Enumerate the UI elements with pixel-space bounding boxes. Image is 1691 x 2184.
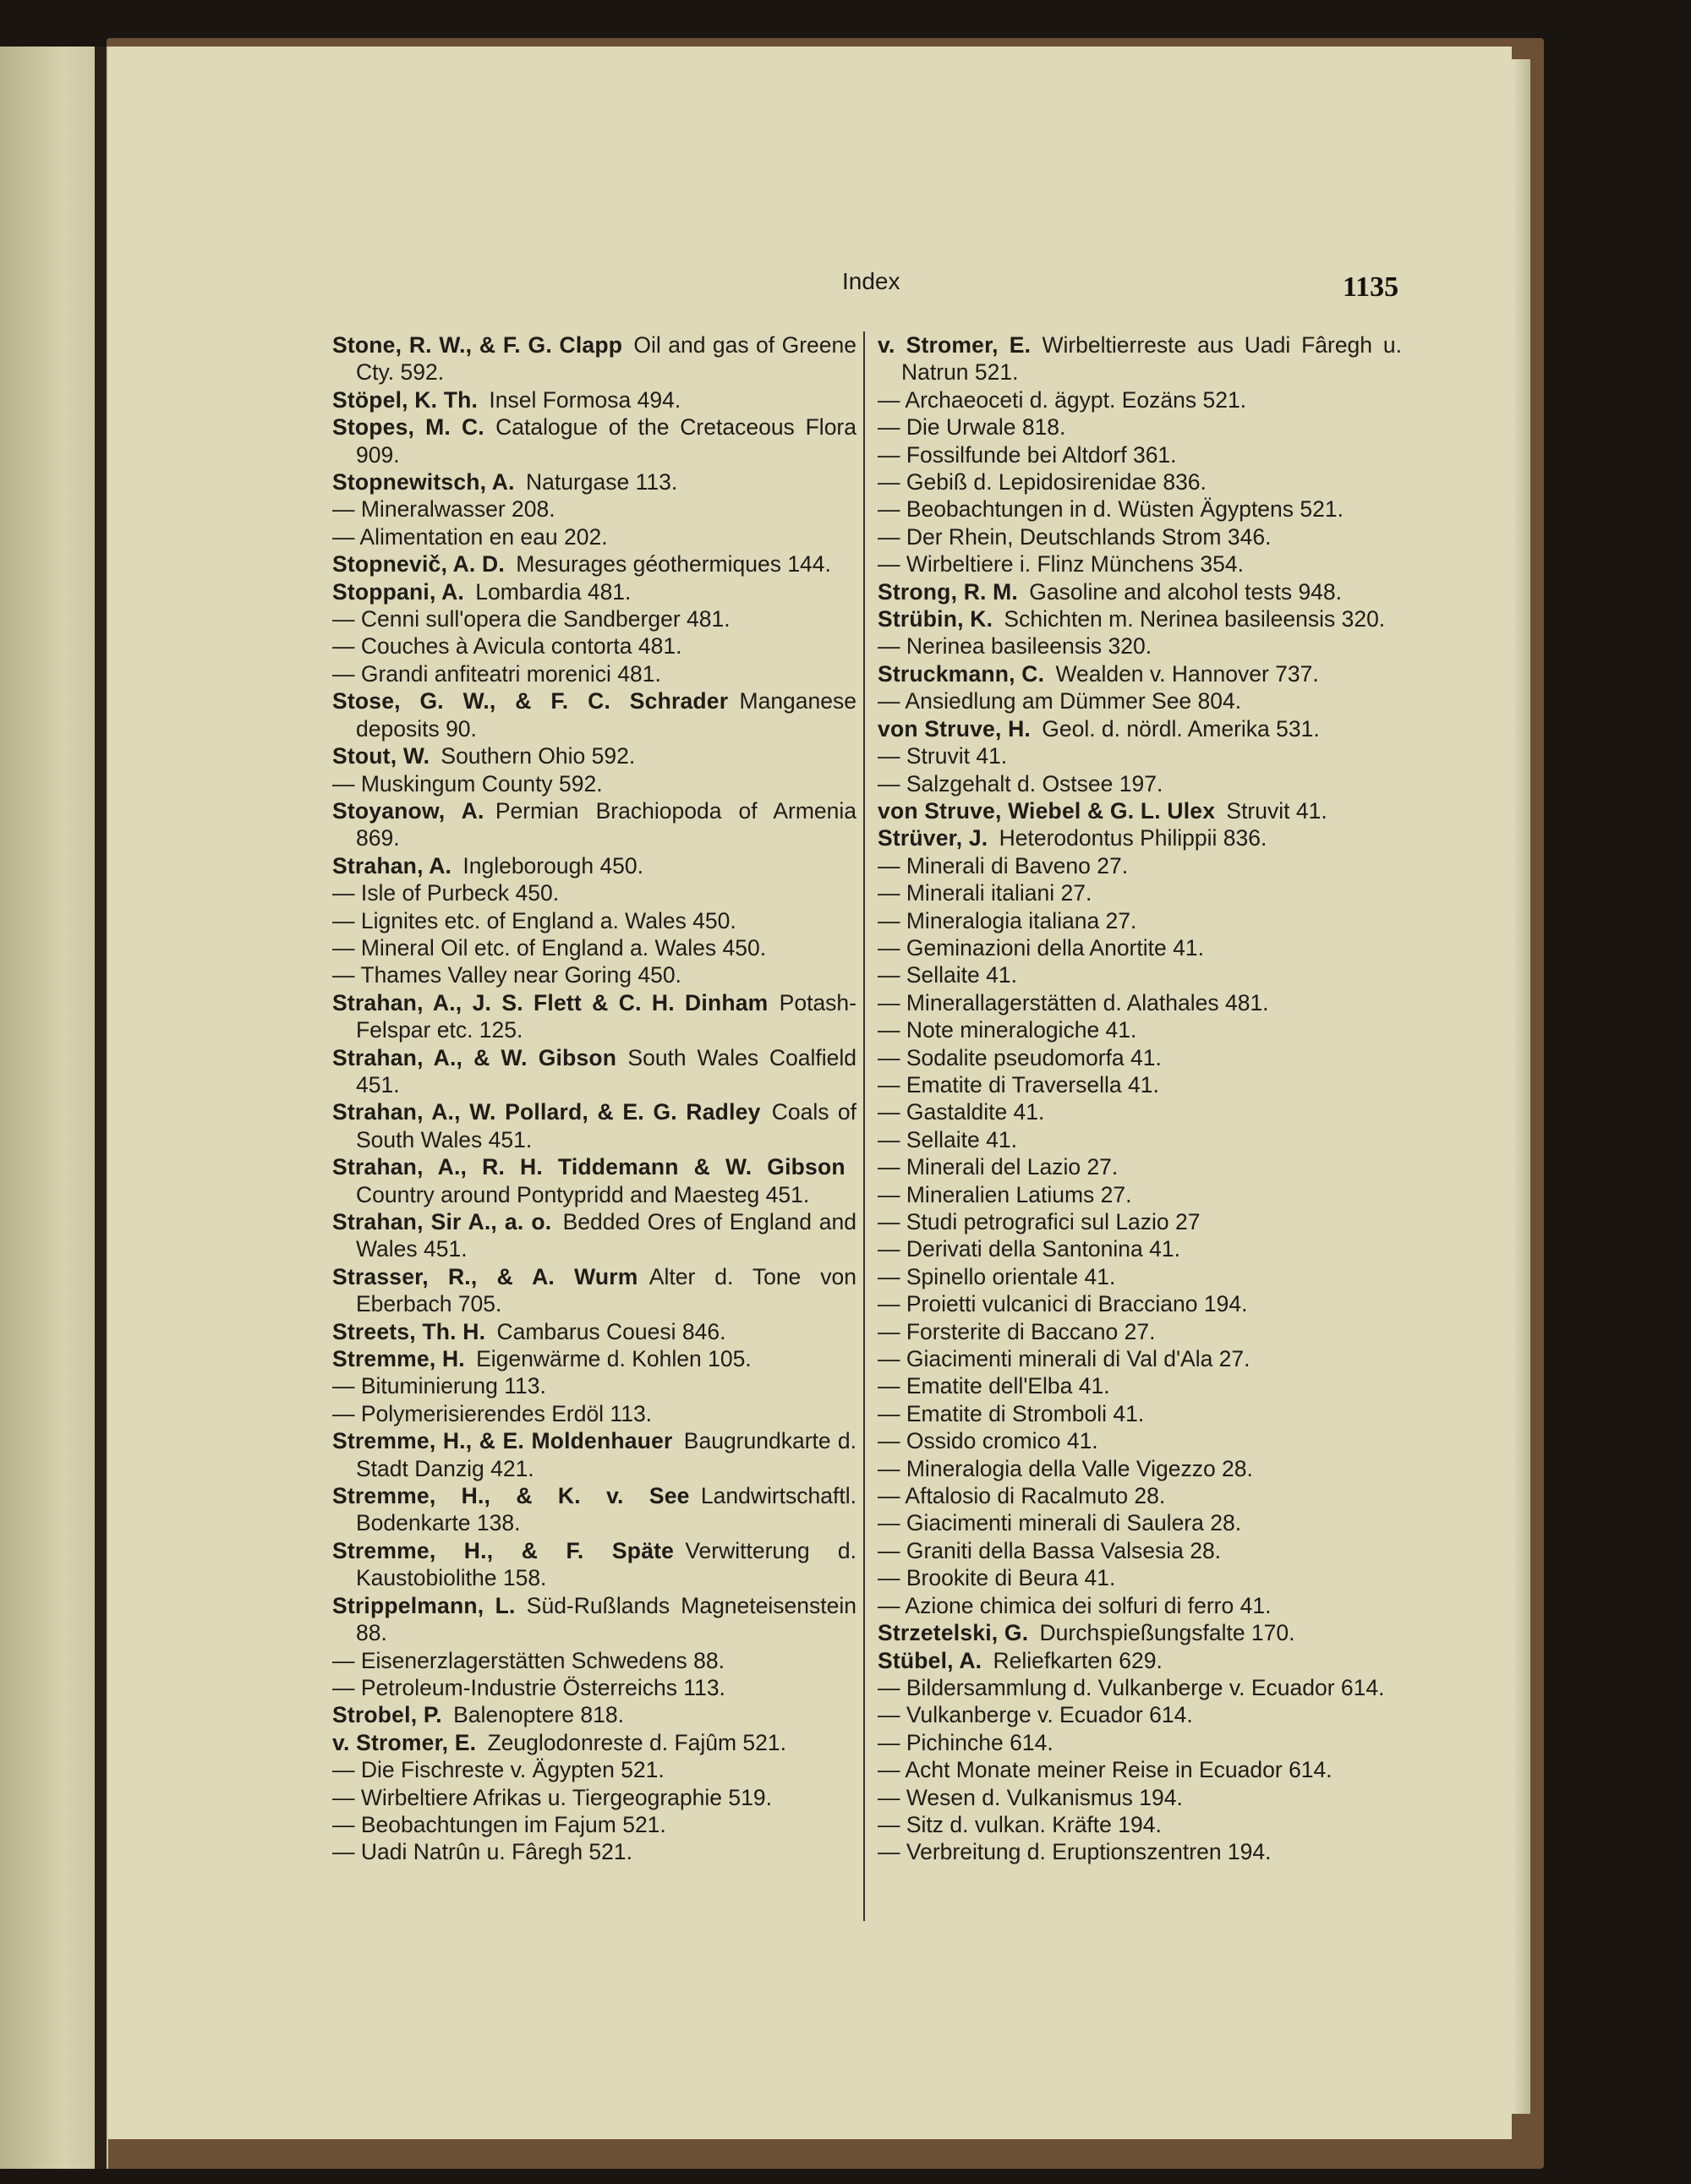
index-entry <box>878 1427 1402 1454</box>
index-entry <box>878 331 1402 386</box>
entry-title: — Verbreitung d. Eruptionszentren 194. <box>878 1839 1272 1865</box>
index-entry <box>878 1701 1402 1728</box>
entry-title: — Nerinea basileensis 320. <box>878 633 1152 660</box>
index-entry <box>332 742 856 769</box>
entry-title: Verwitterung d. Kaustobiolithe 158. <box>356 1537 856 1591</box>
entry-author: von Struve, Wiebel & G. L. Ulex <box>878 797 1216 824</box>
index-entry <box>878 523 1402 550</box>
index-entry <box>332 1427 856 1482</box>
index-entry <box>332 797 856 852</box>
entry-author: Stopnewitsch, A. <box>332 469 515 495</box>
index-entry <box>878 1784 1402 1811</box>
index-entry <box>878 1756 1402 1783</box>
book-page <box>108 47 1512 2139</box>
entry-title: — Aftalosio di Racalmuto 28. <box>878 1483 1166 1509</box>
entry-title: Reliefkarten 629. <box>993 1647 1163 1673</box>
index-entry <box>878 715 1402 742</box>
column-divider <box>863 331 865 1921</box>
entry-title: — Die Urwale 818. <box>878 414 1066 441</box>
index-entry <box>878 1235 1402 1262</box>
entry-author: Stöpel, K. Th. <box>332 386 479 413</box>
entry-title: Manganese deposits 90. <box>356 688 856 742</box>
index-entry <box>332 879 856 906</box>
entry-title: — Die Fischreste v. Ägypten 521. <box>332 1757 665 1783</box>
entry-title: — Minerali del Lazio 27. <box>878 1154 1119 1180</box>
entry-title: Cambarus Couesi 846. <box>496 1318 726 1344</box>
entry-title: — Brookite di Beura 41. <box>878 1565 1116 1591</box>
entry-title: Balenoptere 818. <box>453 1702 624 1728</box>
index-entry <box>878 770 1402 797</box>
index-entry <box>332 1153 856 1208</box>
entry-title: Permian Brachiopoda of Armenia 869. <box>356 797 856 851</box>
index-entry <box>332 1647 856 1674</box>
entry-title: — Forsterite di Baccano 27. <box>878 1318 1156 1344</box>
entry-title: — Couches à Avicula contorta 481. <box>332 633 682 660</box>
entry-author: Streets, Th. H. <box>332 1318 486 1344</box>
index-entry <box>878 1564 1402 1591</box>
entry-title: Southern Ohio 592. <box>441 743 636 769</box>
entry-title: — Fossilfunde bei Altdorf 361. <box>878 441 1177 468</box>
entry-title: — Mineralien Latiums 27. <box>878 1181 1132 1207</box>
entry-title: — Mineralogia italiana 27. <box>878 907 1137 933</box>
entry-title: Süd-Rußlands Magneteisenstein 88. <box>356 1592 856 1646</box>
index-entry <box>332 1482 856 1537</box>
entry-title: — Struvit 41. <box>878 743 1008 769</box>
entry-title: Lombardia 481. <box>475 578 632 605</box>
entry-title: — Minerali italiani 27. <box>878 880 1092 906</box>
entry-title: — Minerali di Baveno 27. <box>878 852 1129 879</box>
index-entry <box>332 1701 856 1728</box>
index-entry <box>332 1098 856 1153</box>
entry-title: — Sellaite 41. <box>878 962 1017 988</box>
entry-title: — Giacimenti minerali di Saulera 28. <box>878 1510 1242 1536</box>
index-entry <box>332 852 856 879</box>
entry-title: — Spinello orientale 41. <box>878 1263 1116 1289</box>
entry-title: Geol. d. nördl. Amerika 531. <box>1042 715 1320 742</box>
entry-title: Insel Formosa 494. <box>489 386 681 413</box>
index-entry <box>332 961 856 988</box>
page-header <box>108 268 1512 302</box>
entry-title: — Beobachtungen im Fajum 521. <box>332 1811 666 1837</box>
entry-author: Stremme, H., & E. Moldenhauer <box>332 1428 673 1454</box>
index-entry <box>878 1811 1402 1838</box>
index-entry <box>878 550 1402 577</box>
index-entry <box>878 1537 1402 1564</box>
entry-title: Gasoline and alcohol tests 948. <box>1029 578 1343 605</box>
entry-author: Strahan, Sir A., a. o. <box>332 1209 552 1234</box>
entry-title: Oil and gas of Greene Cty. 592. <box>356 332 856 386</box>
entry-author: Strahan, A., R. H. Tiddemann & W. Gibson <box>332 1154 846 1180</box>
entry-title: — Note mineralogiche 41. <box>878 1017 1137 1043</box>
entry-title: Baugrundkarte d. Stadt Danzig 421. <box>356 1428 856 1481</box>
index-entry <box>878 1016 1402 1043</box>
index-entry <box>332 550 856 577</box>
entry-title: Catalogue of the Cretaceous Flora 909. <box>356 414 856 468</box>
entry-author: Strobel, P. <box>332 1702 442 1728</box>
entry-title: — Ematite dell'Elba 41. <box>878 1373 1110 1399</box>
entry-author: Strahan, A., W. Pollard, & E. G. Radley <box>332 1099 761 1125</box>
index-entry <box>332 1838 856 1865</box>
index-entry <box>878 1181 1402 1208</box>
index-column-left <box>332 331 856 1866</box>
entry-title: — Lignites etc. of England a. Wales 450. <box>332 907 736 933</box>
entry-title: South Wales Coalfield 451. <box>356 1044 856 1097</box>
entry-title: Zeuglodonreste d. Fajûm 521. <box>487 1729 787 1755</box>
index-entry <box>878 1263 1402 1290</box>
entry-title: — Vulkanberge v. Ecuador 614. <box>878 1702 1193 1728</box>
index-entry <box>878 1153 1402 1180</box>
entry-title: — Sellaite 41. <box>878 1126 1017 1152</box>
entry-title: Schichten m. Nerinea basileensis 320. <box>1004 606 1386 632</box>
entry-title: — Grandi anfiteatri morenici 481. <box>332 660 661 687</box>
index-entry <box>332 687 856 742</box>
entry-title: — Der Rhein, Deutschlands Strom 346. <box>878 523 1272 550</box>
index-entry <box>878 1482 1402 1509</box>
index-entry <box>878 1208 1402 1235</box>
index-entry <box>878 1126 1402 1153</box>
entry-title: — Wirbeltiere i. Flinz Münchens 354. <box>878 551 1244 577</box>
entry-title: Landwirtschaftl. Bodenkarte 138. <box>356 1483 856 1536</box>
entry-author: von Struve, H. <box>878 715 1031 742</box>
entry-title: — Studi petrografici sul Lazio 27 <box>878 1209 1201 1234</box>
entry-title: — Derivati della Santonina 41. <box>878 1236 1180 1262</box>
entry-author: Stout, W. <box>332 743 430 769</box>
entry-title: — Ossido cromico 41. <box>878 1428 1098 1454</box>
index-entry <box>878 961 1402 988</box>
index-entry <box>332 1756 856 1783</box>
entry-author: Struckmann, C. <box>878 660 1045 687</box>
entry-title: — Geminazioni della Anortite 41. <box>878 934 1204 961</box>
index-entry <box>332 1537 856 1592</box>
index-entry <box>878 441 1402 468</box>
index-entry <box>878 1071 1402 1098</box>
entry-author: Strasser, R., & A. Wurm <box>332 1263 638 1289</box>
entry-title: — Beobachtungen in d. Wüsten Ägyptens 521. <box>878 496 1343 523</box>
index-entry <box>878 1318 1402 1345</box>
entry-title: — Sodalite pseudomorfa 41. <box>878 1044 1162 1070</box>
entry-title: — Mineralwasser 208. <box>332 496 555 523</box>
entry-author: Strahan, A. <box>332 852 452 879</box>
entry-title: — Muskingum County 592. <box>332 770 603 796</box>
entry-title: — Bildersammlung d. Vulkanberge v. Ecuador 614. <box>878 1674 1385 1700</box>
index-entry <box>878 578 1402 605</box>
index-entry <box>878 1509 1402 1536</box>
index-entry <box>878 495 1402 523</box>
entry-title: — Bituminierung 113. <box>332 1373 546 1399</box>
entry-title: Country around Pontypridd and Maesteg 451. <box>356 1181 810 1207</box>
entry-title: Durchspießungsfalte 170. <box>1039 1620 1295 1646</box>
entry-title: Bedded Ores of England and Wales 451. <box>356 1209 856 1262</box>
index-entry <box>878 1647 1402 1674</box>
entry-author: Strong, R. M. <box>878 578 1018 605</box>
index-entry <box>332 1784 856 1811</box>
entry-title: — Wesen d. Vulkanismus 194. <box>878 1784 1183 1810</box>
entry-title: — Salzgehalt d. Ostsee 197. <box>878 770 1163 796</box>
index-entry <box>332 1372 856 1399</box>
index-entry <box>878 907 1402 934</box>
entry-title: — Mineralogia della Valle Vigezzo 28. <box>878 1455 1253 1481</box>
index-entry <box>878 386 1402 413</box>
index-entry <box>332 770 856 797</box>
index-entry <box>878 1729 1402 1756</box>
entry-title: — Wirbeltiere Afrikas u. Tiergeographie 519. <box>332 1784 772 1810</box>
entry-author: Strahan, A., & W. Gibson <box>332 1044 617 1070</box>
index-entry <box>878 852 1402 879</box>
index-entry <box>878 687 1402 714</box>
entry-title: — Archaeoceti d. ägypt. Eozäns 521. <box>878 386 1247 413</box>
index-entry <box>878 1838 1402 1865</box>
entry-title: — Azione chimica dei solfuri di ferro 41. <box>878 1592 1272 1618</box>
entry-title: Heterodontus Philippii 836. <box>999 825 1267 851</box>
index-entry <box>332 1044 856 1099</box>
entry-author: Strüver, J. <box>878 825 988 851</box>
entry-title: — Ansiedlung am Dümmer See 804. <box>878 688 1242 714</box>
index-entry <box>878 824 1402 851</box>
entry-author: Stopes, M. C. <box>332 414 484 441</box>
index-entry <box>332 495 856 523</box>
index-entry <box>878 934 1402 961</box>
index-entry <box>332 413 856 468</box>
entry-title: — Minerallagerstätten d. Alathales 481. <box>878 989 1269 1015</box>
entry-title: — Thames Valley near Goring 450. <box>332 962 681 988</box>
index-entry <box>878 660 1402 687</box>
entry-title: — Ematite di Traversella 41. <box>878 1071 1159 1097</box>
entry-author: Strübin, K. <box>878 606 993 632</box>
index-entry <box>878 1592 1402 1619</box>
entry-title: Mesurages géothermiques 144. <box>516 551 831 577</box>
entry-title: — Gebiß d. Lepidosirenidae 836. <box>878 469 1207 495</box>
index-entry <box>878 1372 1402 1399</box>
entry-title: — Uadi Natrûn u. Fâregh 521. <box>332 1839 632 1865</box>
entry-title: — Pichinche 614. <box>878 1729 1053 1755</box>
entry-author: Stremme, H., & F. Späte <box>332 1537 675 1563</box>
index-entry <box>878 1290 1402 1317</box>
index-entry <box>332 1400 856 1427</box>
index-column-right <box>878 331 1402 1866</box>
index-entry <box>332 1674 856 1701</box>
entry-title: Ingleborough 450. <box>462 852 644 879</box>
index-entry <box>878 468 1402 495</box>
entry-title: — Proietti vulcanici di Bracciano 194. <box>878 1291 1248 1317</box>
index-entry <box>332 934 856 961</box>
entry-title: — Ematite di Stromboli 41. <box>878 1400 1145 1426</box>
index-entry <box>878 1674 1402 1701</box>
entry-author: Stübel, A. <box>878 1647 982 1673</box>
entry-title: — Giacimenti minerali di Val d'Ala 27. <box>878 1346 1250 1372</box>
entry-author: Stose, G. W., & F. C. Schrader <box>332 688 729 714</box>
entry-author: Strzetelski, G. <box>878 1620 1029 1646</box>
index-entry <box>878 1455 1402 1482</box>
index-entry <box>332 1811 856 1838</box>
entry-author: Strippelmann, L. <box>332 1592 516 1618</box>
entry-title: — Cenni sull'opera die Sandberger 481. <box>332 606 731 632</box>
index-entry <box>878 989 1402 1016</box>
entry-author: Stoppani, A. <box>332 578 464 605</box>
index-entry <box>332 468 856 495</box>
entry-author: v. Stromer, E. <box>332 1729 477 1755</box>
entry-title: — Graniti della Bassa Valsesia 28. <box>878 1537 1222 1563</box>
page-gutter <box>95 47 107 2169</box>
index-entry <box>332 907 856 934</box>
index-entry <box>878 1098 1402 1125</box>
entry-author: Strahan, A., J. S. Flett & C. H. Dinham <box>332 989 769 1015</box>
facing-page <box>0 47 108 2169</box>
entry-author: v. Stromer, E. <box>878 332 1032 358</box>
entry-title: — Petroleum-Industrie Österreichs 113. <box>332 1674 725 1700</box>
index-entry <box>332 1592 856 1647</box>
entry-title: Wirbeltierreste aus Uadi Fâregh u. Natrun 521. <box>901 332 1402 386</box>
entry-title: Wealden v. Hannover 737. <box>1055 660 1319 687</box>
page-number: 1135 <box>1343 271 1399 303</box>
entry-title: — Gastaldite 41. <box>878 1099 1045 1125</box>
entry-author: Stoyanow, A. <box>332 797 484 824</box>
index-entry <box>332 1318 856 1345</box>
index-entry <box>878 879 1402 906</box>
index-entry <box>332 523 856 550</box>
index-entry <box>878 1345 1402 1372</box>
index-entry <box>878 605 1402 632</box>
index-entry <box>332 386 856 413</box>
entry-title: Naturgase 113. <box>525 469 678 495</box>
index-entry <box>332 578 856 605</box>
entry-title: — Acht Monate meiner Reise in Ecuador 614. <box>878 1757 1333 1783</box>
index-entry <box>332 1208 856 1263</box>
index-entry <box>878 797 1402 824</box>
entry-title: — Isle of Purbeck 450. <box>332 880 560 906</box>
entry-title: Eigenwärme d. Kohlen 105. <box>476 1346 752 1372</box>
index-entry <box>332 1263 856 1318</box>
index-entry <box>332 632 856 660</box>
entry-title: — Eisenerzlagerstätten Schwedens 88. <box>332 1647 725 1673</box>
entry-title: — Alimentation en eau 202. <box>332 523 608 550</box>
running-head: Index <box>842 268 900 294</box>
entry-title: Potash-Felspar etc. 125. <box>356 989 856 1043</box>
index-entry <box>878 632 1402 660</box>
index-entry <box>878 1619 1402 1646</box>
index-entry <box>332 605 856 632</box>
index-entry <box>878 1044 1402 1071</box>
index-entry <box>332 331 856 386</box>
entry-author: Stremme, H., & K. v. See <box>332 1483 690 1509</box>
entry-author: Stopnevič, A. D. <box>332 551 505 577</box>
entry-title: Coals of South Wales 451. <box>356 1099 856 1152</box>
index-entry <box>878 1400 1402 1427</box>
entry-title: — Sitz d. vulkan. Kräfte 194. <box>878 1811 1162 1837</box>
entry-title: Alter d. Tone von Eberbach 705. <box>356 1263 856 1317</box>
index-entry <box>332 989 856 1044</box>
index-entry <box>332 1345 856 1372</box>
entry-title: — Mineral Oil etc. of England a. Wales 450. <box>332 934 767 961</box>
entry-title: Struvit 41. <box>1226 797 1327 824</box>
index-entry <box>332 660 856 687</box>
index-entry <box>332 1729 856 1756</box>
index-entry <box>878 413 1402 441</box>
index-entry <box>878 742 1402 769</box>
entry-author: Stone, R. W., & F. G. Clapp <box>332 332 623 358</box>
entry-author: Stremme, H. <box>332 1346 465 1372</box>
entry-title: — Polymerisierendes Erdöl 113. <box>332 1400 653 1426</box>
